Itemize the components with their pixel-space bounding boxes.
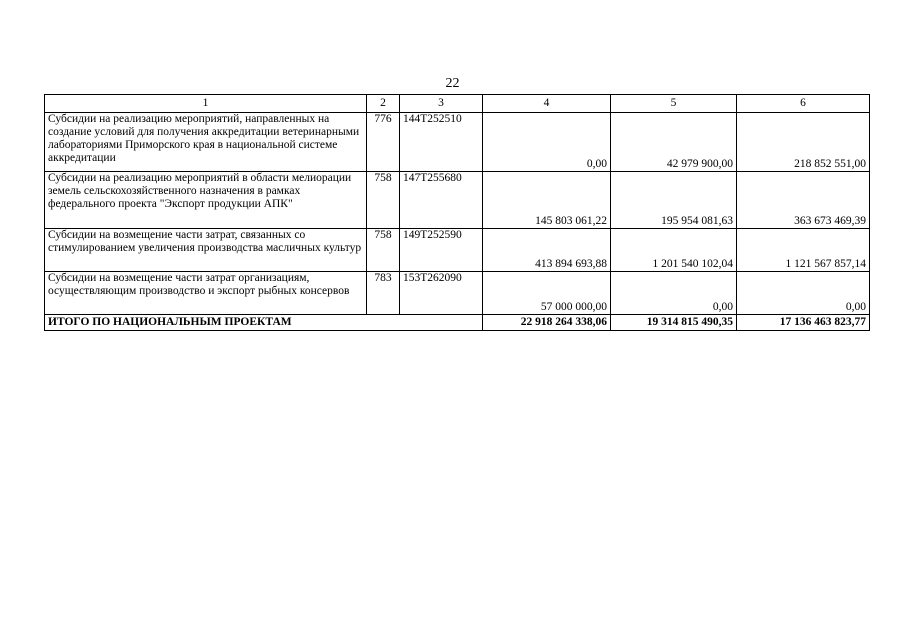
- row-grbs: 776: [367, 113, 400, 172]
- table-row: [45, 272, 870, 315]
- row-name: Субсидии на возмещение части затрат, связанных со стимулированием увеличения производства масличных культур: [45, 229, 367, 272]
- row-value-1: 57 000 000,00: [483, 272, 611, 315]
- row-name: Субсидии на возмещение части затрат организациям, осуществляющим производство и экспорт рыбных консервов: [45, 272, 367, 315]
- column-header: 5: [611, 95, 737, 113]
- row-code: 149Т252590: [400, 229, 483, 272]
- table-header-row: [45, 95, 870, 113]
- column-header: 3: [400, 95, 483, 113]
- table-row: [45, 229, 870, 272]
- row-value-1: 145 803 061,22: [483, 172, 611, 229]
- row-name: Субсидии на реализацию мероприятий в области мелиорации земель сельскохозяйственного назначения в рамках федерального проекта "Экспорт продукции АПК": [45, 172, 367, 229]
- budget-table: [44, 94, 870, 331]
- row-value-3: 0,00: [737, 272, 870, 315]
- row-grbs: 783: [367, 272, 400, 315]
- total-value-3: 17 136 463 823,77: [737, 315, 870, 331]
- column-header: 2: [367, 95, 400, 113]
- row-name: Субсидии на реализацию мероприятий, направленных на создание условий для получения аккредитации ветеринарными лабораториями Приморского края в национальной системе аккредитации: [45, 113, 367, 172]
- row-value-2: 0,00: [611, 272, 737, 315]
- total-value-1: 22 918 264 338,06: [483, 315, 611, 331]
- column-header: 6: [737, 95, 870, 113]
- total-value-2: 19 314 815 490,35: [611, 315, 737, 331]
- total-row: [45, 315, 870, 331]
- table-row: [45, 113, 870, 172]
- table-row: [45, 172, 870, 229]
- row-code: 147Т255680: [400, 172, 483, 229]
- row-value-1: 0,00: [483, 113, 611, 172]
- row-grbs: 758: [367, 229, 400, 272]
- row-grbs: 758: [367, 172, 400, 229]
- row-value-3: 218 852 551,00: [737, 113, 870, 172]
- row-value-2: 42 979 900,00: [611, 113, 737, 172]
- column-header: 4: [483, 95, 611, 113]
- row-value-2: 1 201 540 102,04: [611, 229, 737, 272]
- row-value-1: 413 894 693,88: [483, 229, 611, 272]
- total-label: ИТОГО ПО НАЦИОНАЛЬНЫМ ПРОЕКТАМ: [45, 315, 483, 331]
- row-code: 153Т262090: [400, 272, 483, 315]
- page-number: 22: [445, 76, 460, 91]
- row-value-3: 363 673 469,39: [737, 172, 870, 229]
- column-header: 1: [45, 95, 367, 113]
- row-value-2: 195 954 081,63: [611, 172, 737, 229]
- row-value-3: 1 121 567 857,14: [737, 229, 870, 272]
- row-code: 144Т252510: [400, 113, 483, 172]
